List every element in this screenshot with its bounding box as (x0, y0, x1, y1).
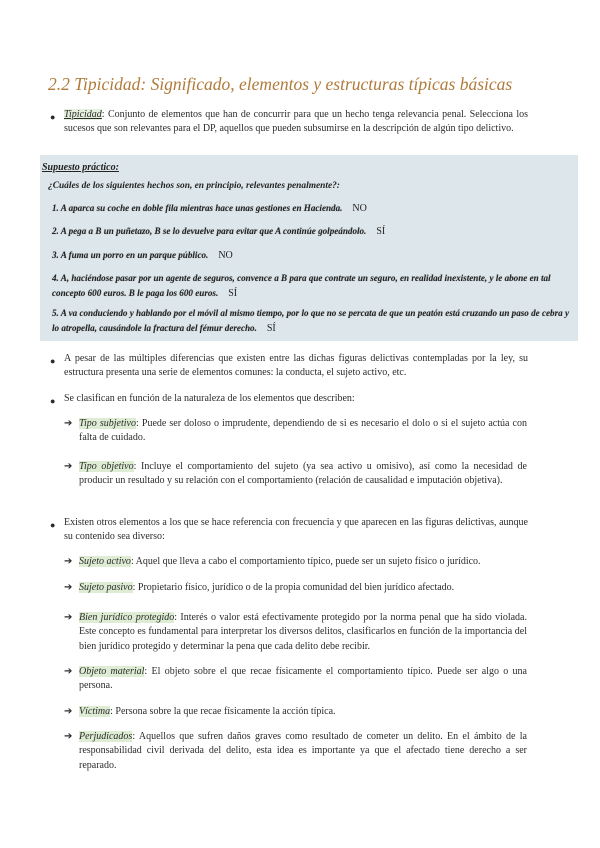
tipo-item (79, 417, 527, 446)
case-item (52, 248, 572, 264)
case-item (52, 306, 572, 336)
term-highlight: Tipicidad (64, 109, 102, 120)
arrow-icon: ➔ (64, 461, 73, 472)
elemento-item (79, 665, 527, 694)
arrow-icon: ➔ (64, 556, 73, 567)
term-highlight: Bien jurídico protegido (79, 612, 175, 623)
bullet-icon: ● (50, 520, 56, 530)
estructura-paragraph: A pesar de las múltiples diferencias que existen entre las dichas figuras delictivas contempladas por la ley, su estructura presenta una serie de elementos comunes: la conducta, el sujeto activo, etc. (64, 353, 528, 379)
clasifican-paragraph: Se clasifican en función de la naturaleza de los elementos que describen: (64, 393, 355, 404)
case-item (52, 271, 572, 301)
case-item (52, 224, 572, 240)
tipo-item (79, 460, 527, 489)
case-answer: SÍ (228, 287, 238, 299)
case-answer: SÍ (376, 226, 386, 237)
arrow-icon: ➔ (64, 418, 73, 429)
case-text: 1. A aparca su coche en doble fila mientras hace unas gestiones en Hacienda. (52, 203, 343, 213)
definition-text: : Propietario físico, jurídico o de la propia comunidad del bien jurídico afectado. (132, 582, 455, 593)
case-answer: NO (218, 250, 233, 261)
elemento-item (79, 555, 527, 569)
case-text: 3. A fuma un porro en un parque público. (52, 250, 209, 260)
elemento-item (79, 611, 527, 654)
term-highlight: Sujeto pasivo (79, 582, 133, 593)
term-highlight: Víctima (79, 706, 111, 717)
arrow-icon: ➔ (64, 582, 73, 593)
arrow-icon: ➔ (64, 666, 73, 677)
elemento-item (79, 705, 527, 719)
arrow-icon: ➔ (64, 706, 73, 717)
elemento-item (79, 730, 527, 773)
definition-text: : Conjunto de elementos que han de concurrir para que un hecho tenga relevancia penal. Selecciona los sucesos que son relevantes para el DP, aquellos que pueden subsumirse en la descripción de algún tipo delictivo. (64, 109, 528, 135)
case-box-question: ¿Cuáles de los siguientes hechos son, en principio, relevantes penalmente?: (48, 181, 340, 191)
tipicidad-paragraph (64, 108, 528, 137)
section-heading: 2.2 Tipicidad: Significado, elementos y estructuras típicas básicas (48, 74, 513, 94)
definition-text: : Aquellos que sufren daños graves como resultado de cometer un delito. En el ámbito de la responsabilidad civil derivada del delito, esta idea es importante ya que el afectado tiene derecho a ser reparado. (79, 731, 527, 771)
bullet-icon: ● (50, 396, 56, 406)
term-highlight: Perjudicados (79, 731, 133, 742)
definition-text: : Interés o valor está efectivamente protegido por la norma penal que ha sido violada. Este concepto es fundamental para interpretar los diversos delitos, clasificarlos en función de la importancia del bien jurídico protegido y determinar la pena que cada delito debe recibir. (79, 612, 527, 652)
definition-text: : Incluye el comportamiento del sujeto (ya sea activo u omisivo), así como la necesidad de producir un resultado y su relación con el comportamiento (relación de causalidad e imputación objetiva). (79, 461, 527, 487)
case-answer: SÍ (266, 322, 276, 334)
term-highlight: Tipo objetivo (79, 461, 134, 472)
arrow-icon: ➔ (64, 612, 73, 623)
case-text: 2. A pega a B un puñetazo, B se lo devuelve para evitar que A continúe golpeándolo. (52, 226, 367, 236)
case-text: 5. A va conduciendo y hablando por el móvil al mismo tiempo, por lo que no se percata de que un peatón está cruzando un paso de cebra y lo atropella, causándole la fractura del fémur derecho. (52, 308, 570, 333)
definition-text: : Aquel que lleva a cabo el comportamiento típico, puede ser un sujeto físico o jurídico. (130, 556, 481, 567)
case-item (52, 201, 572, 217)
term-highlight: Sujeto activo (79, 556, 131, 567)
definition-text: : Persona sobre la que recae físicamente la acción típica. (110, 706, 336, 717)
bullet-icon: ● (50, 112, 56, 122)
bullet-icon: ● (50, 356, 56, 366)
elemento-item (79, 581, 527, 595)
case-text: 4. A, haciéndose pasar por un agente de seguros, convence a B para que contrate un seguro, en realidad inexistente, y le abone en tal concepto 600 euros. B le paga los 600 euros. (52, 273, 551, 298)
arrow-icon: ➔ (64, 731, 73, 742)
otros-paragraph: Existen otros elementos a los que se hace referencia con frecuencia y que aparecen en las figuras delictivas, aunque su contenido sea diverso: (64, 517, 528, 543)
case-box-title: Supuesto práctico: (42, 162, 119, 173)
definition-text: : Puede ser doloso o imprudente, dependiendo de si es necesario el dolo o si el sujeto actúa con falta de cuidado. (79, 418, 527, 444)
term-highlight: Objeto material (79, 666, 145, 677)
term-highlight: Tipo subjetivo (79, 418, 136, 429)
case-answer: NO (352, 203, 367, 214)
definition-text: : El objeto sobre el que recae físicamente el comportamiento típico. Puede ser algo o una persona. (79, 666, 527, 692)
